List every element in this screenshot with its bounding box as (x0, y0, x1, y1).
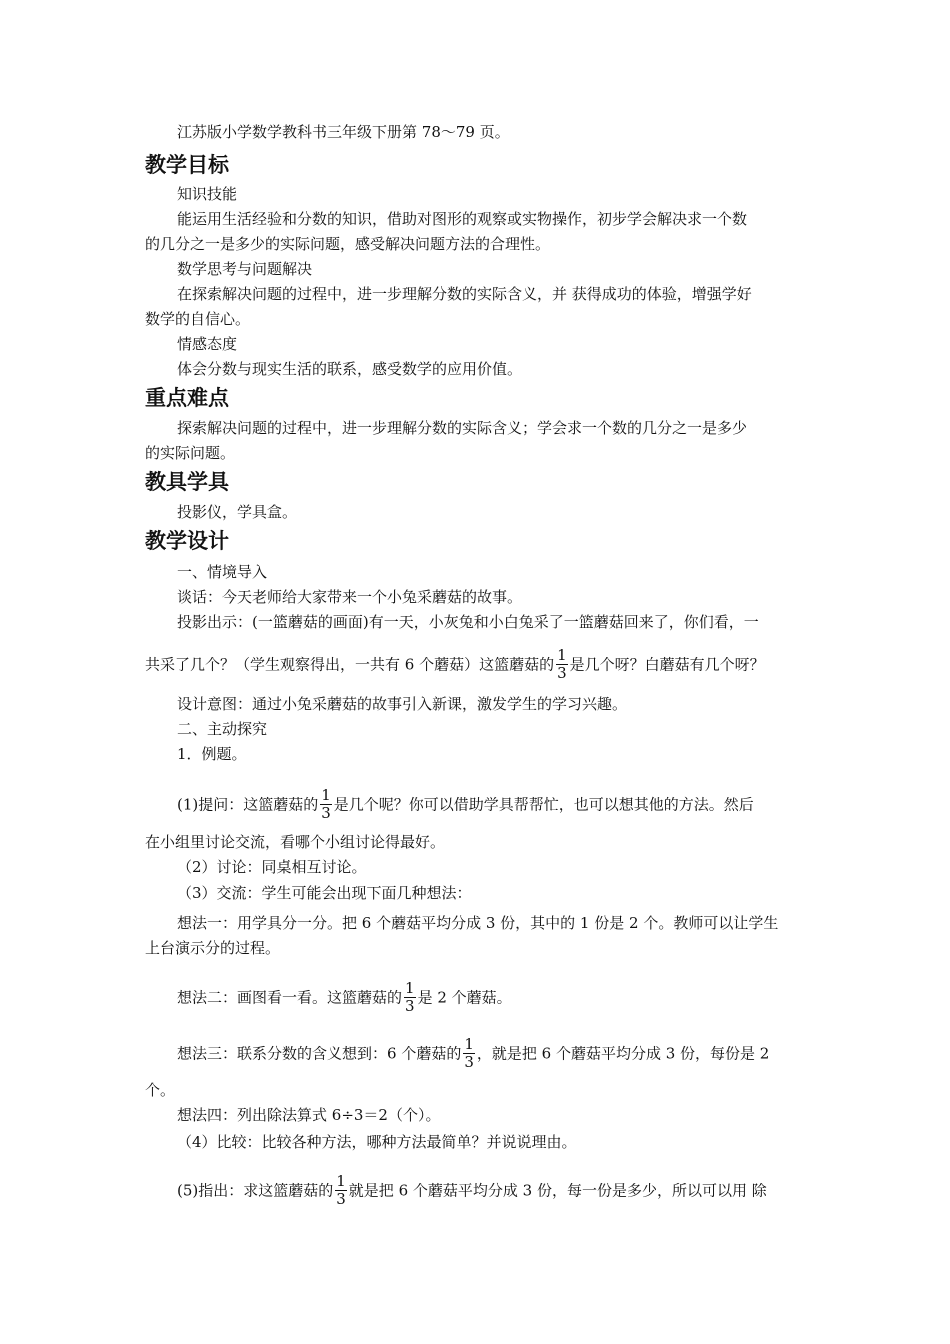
paragraph-line: 体会分数与现实生活的联系，感受数学的应用价值。 (177, 360, 523, 378)
paragraph-line: 在探索解决问题的过程中，进一步理解分数的实际含义，并 获得成功的体验，增强学好 (177, 285, 752, 303)
text-segment: 共采了几个？（学生观察得出，一共有 6 个蘑菇）这篮蘑菇的 (145, 655, 555, 674)
fraction-denominator: 3 (405, 997, 415, 1015)
paragraph-line: 想法四：列出除法算式 6÷3＝2（个）。 (177, 1106, 441, 1124)
fraction-numerator: 1 (405, 979, 415, 997)
fraction-one-third (556, 647, 568, 682)
paragraph-line: 个。 (145, 1081, 176, 1099)
paragraph-line: 投影出示：(一篮蘑菇的画面)有一天，小灰兔和小白兔采了一篮蘑菇回来了，你们看，一 (177, 613, 759, 631)
heading-teaching-aids: 教具学具 (145, 470, 229, 494)
paragraph-line-with-fraction (177, 981, 825, 1016)
subheading-math-thinking: 数学思考与问题解决 (177, 260, 313, 278)
paragraph-line: 上台演示分的过程。 (145, 939, 281, 957)
paragraph-line-with-fraction (177, 1037, 825, 1072)
text-segment: 是 2 个蘑菇。 (417, 988, 512, 1007)
paragraph-line: 在小组里讨论交流，看哪个小组讨论得最好。 (145, 833, 446, 851)
text-segment: 就是把 6 个蘑菇平均分成 3 份，每一份是多少，所以可以用 除 (348, 1181, 767, 1200)
paragraph-line: 设计意图：通过小兔采蘑菇的故事引入新课，激发学生的学习兴趣。 (177, 695, 628, 713)
heading-teaching-goals: 教学目标 (145, 153, 229, 177)
section-intro-scene: 一、情境导入 (177, 563, 268, 581)
intro-text: 江苏版小学数学教科书三年级下册第 78～79 页。 (177, 123, 510, 141)
paragraph-line: 数学的自信心。 (145, 310, 251, 328)
section-active-explore: 二、主动探究 (177, 720, 268, 738)
paragraph-line-with-fraction (177, 788, 825, 823)
paragraph-line: （2）讨论：同桌相互讨论。 (177, 858, 367, 876)
text-segment: (1)提问：这篮蘑菇的 (177, 795, 319, 814)
paragraph-line-with-fraction (177, 1174, 825, 1209)
subheading-attitude: 情感态度 (177, 335, 238, 353)
paragraph-line: 想法一：用学具分一分。把 6 个蘑菇平均分成 3 份，其中的 1 份是 2 个。教师可以让学生 (177, 914, 779, 932)
paragraph-line: 探索解决问题的过程中，进一步理解分数的实际含义；学会求一个数的几分之一是多少 (177, 419, 748, 437)
fraction-numerator: 1 (557, 646, 567, 664)
text-segment: 是几个呀？白蘑菇有几个呀？ (569, 655, 765, 674)
paragraph-line: 的几分之一是多少的实际问题，感受解决问题方法的合理性。 (145, 235, 551, 253)
heading-teaching-design: 教学设计 (145, 529, 229, 553)
text-segment: 想法三：联系分数的含义想到：6 个蘑菇的 (177, 1044, 462, 1063)
paragraph-line: （4）比较：比较各种方法，哪种方法最简单？并说说理由。 (177, 1133, 577, 1151)
fraction-denominator: 3 (464, 1053, 474, 1071)
paragraph-line-with-fraction (145, 648, 825, 683)
text-segment: ，就是把 6 个蘑菇平均分成 3 份，每份是 2 (476, 1044, 770, 1063)
paragraph-line: 能运用生活经验和分数的知识，借助对图形的观察或实物操作，初步学会解决求一个数 (177, 210, 748, 228)
heading-key-points: 重点难点 (145, 386, 229, 410)
fraction-denominator: 3 (336, 1190, 346, 1208)
fraction-numerator: 1 (336, 1172, 346, 1190)
fraction-one-third (463, 1036, 475, 1071)
paragraph-line: 的实际问题。 (145, 444, 236, 462)
paragraph-line: 1．例题。 (177, 745, 247, 763)
fraction-numerator: 1 (464, 1035, 474, 1053)
fraction-numerator: 1 (321, 786, 331, 804)
text-segment: (5)指出：求这篮蘑菇的 (177, 1181, 334, 1200)
fraction-one-third (335, 1173, 347, 1208)
fraction-one-third (320, 787, 332, 822)
paragraph-line: 投影仪，学具盒。 (177, 503, 298, 521)
paragraph-line: 谈话：今天老师给大家带来一个小兔采蘑菇的故事。 (177, 588, 523, 606)
subheading-knowledge-skills: 知识技能 (177, 185, 238, 203)
text-segment: 想法二：画图看一看。这篮蘑菇的 (177, 988, 403, 1007)
fraction-denominator: 3 (557, 664, 567, 682)
paragraph-line: （3）交流：学生可能会出现下面几种想法： (177, 884, 472, 902)
text-segment: 是几个呢？你可以借助学具帮帮忙，也可以想其他的方法。然后 (333, 795, 754, 814)
fraction-one-third (404, 980, 416, 1015)
fraction-denominator: 3 (321, 804, 331, 822)
